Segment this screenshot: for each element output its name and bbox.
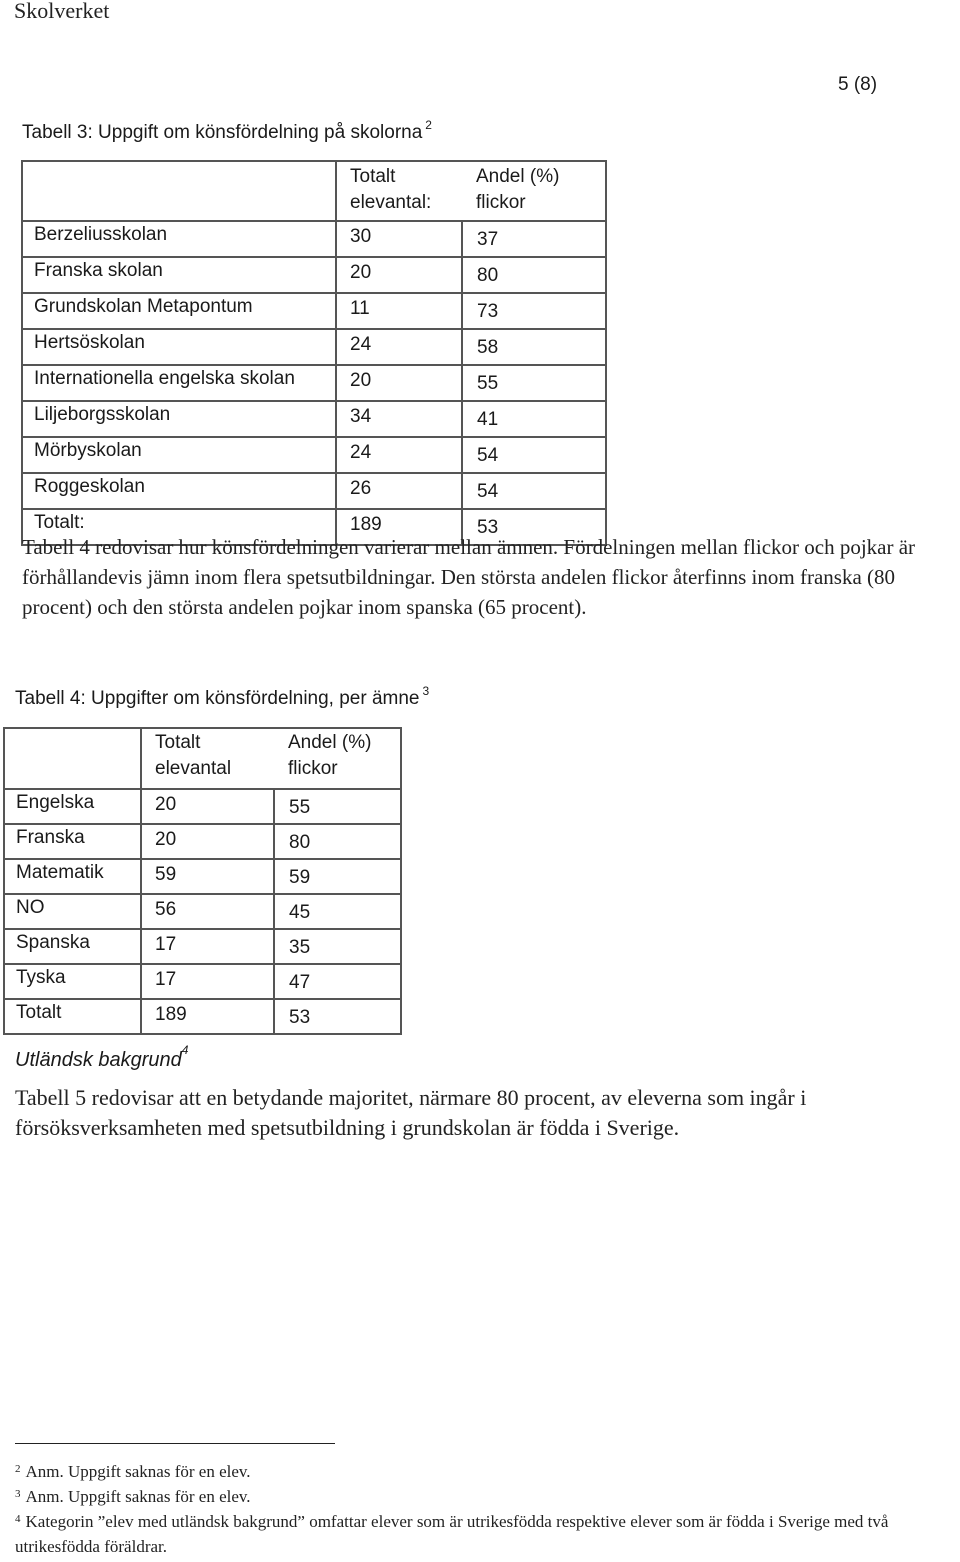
school-andel: 54	[462, 437, 606, 473]
table4-caption	[15, 684, 430, 710]
table3-caption-text: Tabell 3: Uppgift om könsfördelning på skolorna	[22, 122, 423, 143]
subject-total: 20	[141, 789, 274, 824]
subject-name: Engelska	[4, 789, 141, 824]
table-row	[22, 401, 606, 437]
subject-name: Spanska	[4, 929, 141, 964]
subject-andel: 59	[274, 859, 401, 894]
table4-caption-text: Tabell 4: Uppgifter om könsfördelning, per ämne	[15, 688, 420, 709]
table3-header-andel: Andel (%) flickor	[462, 161, 606, 221]
table4-header-row	[4, 728, 401, 789]
table-row	[22, 221, 606, 257]
footnote-divider	[15, 1443, 335, 1444]
table4-header-total: Totalt elevantal	[141, 728, 274, 789]
footnote-text: Anm. Uppgift saknas för en elev.	[25, 1487, 251, 1506]
subject-andel: 35	[274, 929, 401, 964]
footnote-number: 4	[15, 1513, 21, 1525]
table-row	[4, 964, 401, 999]
footnote-number: 2	[15, 1463, 21, 1475]
table-row	[4, 824, 401, 859]
footnote-text: Anm. Uppgift saknas för en elev.	[25, 1462, 251, 1481]
table4-header-empty	[4, 728, 141, 789]
school-name: Franska skolan	[22, 257, 336, 293]
school-name: Berzeliusskolan	[22, 221, 336, 257]
subject-name: Matematik	[4, 859, 141, 894]
school-andel: 53	[462, 509, 606, 545]
table3	[21, 160, 607, 546]
subject-total: 59	[141, 859, 274, 894]
school-name: Hertsöskolan	[22, 329, 336, 365]
subject-name: Franska	[4, 824, 141, 859]
section-title-text: Utländsk bakgrund	[15, 1049, 182, 1071]
paragraph-foreign-background: Tabell 5 redovisar att en betydande majoritet, närmare 80 procent, av eleverna som ingår i försöksverksamheten med spetsutbildning i grundskolan är födda i Sverige.	[15, 1085, 807, 1140]
table-row	[22, 365, 606, 401]
subject-name: Tyska	[4, 964, 141, 999]
subject-name: NO	[4, 894, 141, 929]
footnote	[15, 1509, 895, 1559]
school-name: Totalt:	[22, 509, 336, 545]
school-total: 189	[336, 509, 462, 545]
table-row	[22, 257, 606, 293]
school-name: Roggeskolan	[22, 473, 336, 509]
section-title	[15, 1043, 189, 1072]
subject-name: Totalt	[4, 999, 141, 1034]
school-name: Internationella engelska skolan	[22, 365, 336, 401]
table-row	[22, 437, 606, 473]
school-total: 26	[336, 473, 462, 509]
table-row	[4, 789, 401, 824]
school-total: 20	[336, 365, 462, 401]
school-andel: 80	[462, 257, 606, 293]
table3-footnote-ref: 2	[425, 118, 432, 132]
table-row	[4, 859, 401, 894]
school-total: 20	[336, 257, 462, 293]
footnote-text: Kategorin ”elev med utländsk bakgrund” omfattar elever som är utrikesfödda respektive elever som är födda i Sverige med två utrikesfödda föräldrar.	[15, 1512, 889, 1556]
school-name: Mörbyskolan	[22, 437, 336, 473]
table-row-total	[4, 999, 401, 1034]
school-total: 30	[336, 221, 462, 257]
school-andel: 55	[462, 365, 606, 401]
footnote-number: 3	[15, 1488, 21, 1500]
footnote	[15, 1484, 251, 1509]
table-row	[22, 473, 606, 509]
table3-header-empty	[22, 161, 336, 221]
school-total: 34	[336, 401, 462, 437]
table4-footnote-ref: 3	[422, 684, 430, 698]
school-andel: 58	[462, 329, 606, 365]
table-row	[22, 293, 606, 329]
table-row	[22, 329, 606, 365]
table3-header-total: Totalt elevantal:	[336, 161, 462, 221]
school-total: 11	[336, 293, 462, 329]
subject-total: 17	[141, 929, 274, 964]
school-andel: 54	[462, 473, 606, 509]
table4-header-andel: Andel (%) flickor	[274, 728, 401, 789]
school-name: Liljeborgsskolan	[22, 401, 336, 437]
footnote	[15, 1459, 251, 1484]
table-row	[4, 894, 401, 929]
table4	[3, 727, 402, 1035]
subject-total: 17	[141, 964, 274, 999]
subject-total: 56	[141, 894, 274, 929]
school-andel: 41	[462, 401, 606, 437]
paragraph-gender-by-subject: Tabell 4 redovisar hur könsfördelningen varierar mellan ämnen. Fördelningen mellan flickor och pojkar är förhållandevis jämn inom flera spetsutbildningar. Den största andelen flickor återfinns inom franska (80 procent) och den största andelen pojkar inom spanska (65 procent).	[22, 535, 916, 619]
subject-andel: 55	[274, 789, 401, 824]
table-row	[4, 929, 401, 964]
subject-andel: 45	[274, 894, 401, 929]
school-name: Grundskolan Metapontum	[22, 293, 336, 329]
subject-andel: 53	[274, 999, 401, 1034]
school-andel: 37	[462, 221, 606, 257]
subject-total: 189	[141, 999, 274, 1034]
school-andel: 73	[462, 293, 606, 329]
subject-andel: 47	[274, 964, 401, 999]
table3-caption	[22, 118, 432, 144]
page-number: 5 (8)	[838, 74, 878, 95]
subject-total: 20	[141, 824, 274, 859]
header-org-name: Skolverket	[14, 0, 110, 23]
section-footnote-ref: 4	[181, 1043, 189, 1057]
school-total: 24	[336, 437, 462, 473]
subject-andel: 80	[274, 824, 401, 859]
table3-header-row	[22, 161, 606, 221]
school-total: 24	[336, 329, 462, 365]
